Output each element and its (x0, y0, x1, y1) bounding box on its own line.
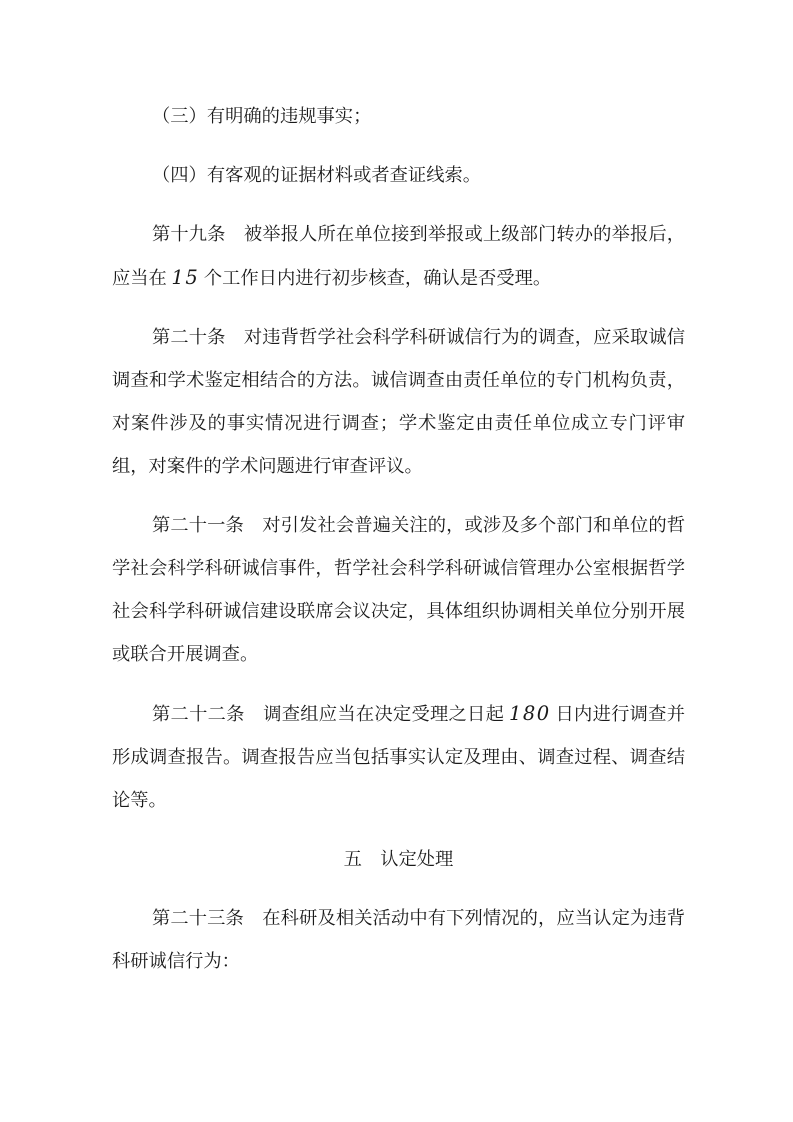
body-text: 第二十条 对违背哲学社会科学科研诚信行为的调查，应采取诚信调查和学术鉴定相结合的方法。诚信调查由责任单位的专门机构负责，对案件涉及的事实情况进行调查；学术鉴定由责任单位成立专门评审组，对案件的学术问题进行审查评议。 (112, 327, 685, 476)
paragraph-article-21 (112, 504, 685, 676)
paragraph-article-20 (112, 316, 685, 488)
numeral-text: 180 (508, 702, 551, 725)
body-text: 第二十一条 对引发社会普遍关注的，或涉及多个部门和单位的哲学社会科学科研诚信事件，哲学社会科学科研诚信管理办公室根据哲学社会科学科研诚信建设联席会议决定，具体组织协调相关单位分别开展或联合开展调查。 (112, 515, 685, 664)
numeral-text: 15 (171, 266, 200, 289)
paragraph-item-3 (112, 95, 685, 138)
body-text: 第二十二条 调查组应当在决定受理之日起 (152, 704, 509, 724)
body-text: 个工作日内进行初步核查，确认是否受理。 (199, 268, 552, 288)
section-heading (112, 838, 685, 881)
paragraph-article-23 (112, 897, 685, 983)
paragraph-item-4 (112, 154, 685, 197)
document-content (112, 95, 685, 999)
paragraph-article-22 (112, 692, 685, 822)
body-text: （四）有客观的证据材料或者查证线索。 (152, 165, 482, 185)
body-text: 五 认定处理 (343, 849, 454, 869)
paragraph-article-19 (112, 213, 685, 300)
body-text: 第二十三条 在科研及相关活动中有下列情况的，应当认定为违背科研诚信行为： (112, 908, 685, 971)
body-text: 日内进行调查并形成调查报告。调查报告应当包括事实认定及理由、调查过程、调查结论等。 (112, 704, 685, 810)
body-text: （三）有明确的违规事实； (152, 106, 372, 126)
body-text: 第十九条 被举报人所在单位接到举报或上级部门转办的举报后，应当在 (112, 224, 685, 288)
